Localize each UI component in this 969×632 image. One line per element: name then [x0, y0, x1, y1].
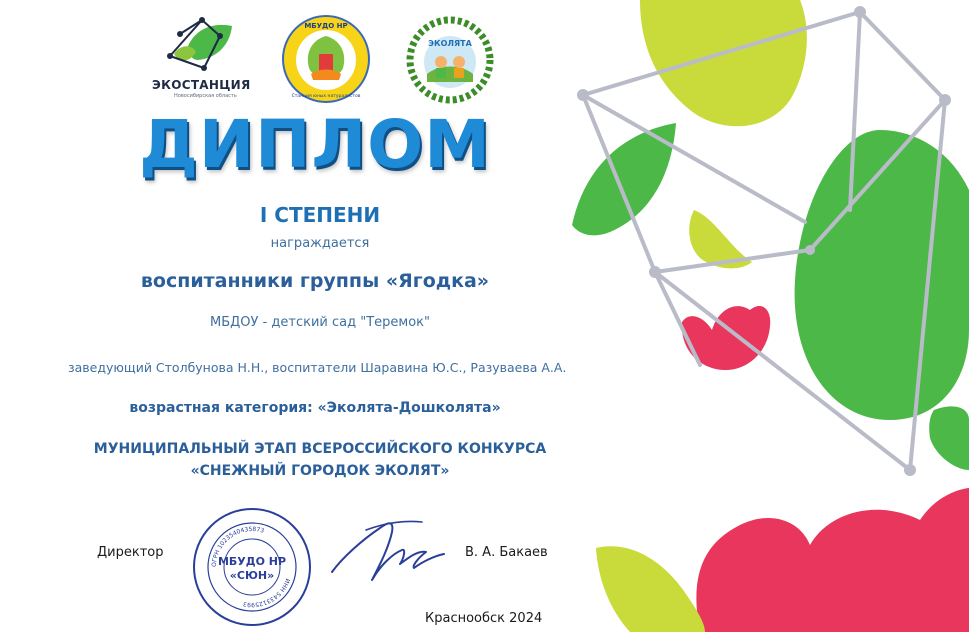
mbudo-top-text: МБУДО НР [304, 22, 348, 30]
director-signature [322, 510, 452, 590]
contest-line-2: «СНЕЖНЫЙ ГОРОДОК ЭКОЛЯТ» [190, 463, 450, 479]
green-leaf-right [795, 130, 969, 420]
diploma-degree: I СТЕПЕНИ [259, 203, 381, 227]
ekolyata-wreath-icon [405, 16, 495, 104]
stamp-ogrn: ОГРН 1023540435873 [210, 525, 265, 568]
place-year: Краснообск 2024 [425, 611, 543, 626]
contest-name [0, 438, 640, 482]
svg-text:ИНН 5433125993 [242, 577, 291, 608]
director-role: Директор [97, 545, 164, 560]
staff-line: заведующий Столбунова Н.Н., воспитатели Шаравина Ю.С., Разуваева А.А. [68, 360, 567, 375]
diploma-title: ДИПЛОМ [139, 106, 491, 183]
ekolyata-wordmark: ЭКОЛЯТА [428, 39, 472, 48]
awarded-label: награждается [270, 236, 370, 251]
age-category: возрастная категория: «Эколята-Дошколята» [129, 400, 501, 416]
pink-tulip-small [682, 306, 770, 370]
stamp-inn: ИНН 5433125993 [242, 577, 291, 609]
organization-name: МБДОУ - детский сад "Теремок" [210, 315, 430, 330]
ekostanciya-region: Новосибирская область [174, 93, 237, 99]
mbudo-nr-logo [281, 14, 371, 104]
lime-leaf-top [640, 0, 807, 126]
recipient-name: воспитанники группы «Ягодка» [140, 270, 490, 292]
stamp-center-line-2: «СЮН» [229, 569, 275, 582]
mbudo-bottom-text: Станция юных натуралистов [291, 94, 361, 99]
official-stamp [188, 505, 316, 629]
leaf-network-icon [140, 14, 250, 76]
contest-line-1: МУНИЦИПАЛЬНЫЙ ЭТАП ВСЕРОССИЙСКОГО КОНКУРСА [93, 441, 547, 457]
lime-leaf-bottom [596, 546, 705, 632]
stamp-center-line-1: МБУДО НР [217, 555, 287, 568]
pink-tulip-large [696, 488, 969, 632]
director-name: В. А. Бакаев [465, 545, 548, 560]
ekostanciya-logo [140, 14, 260, 100]
green-leaf-bottom-right [929, 406, 969, 470]
ekostanciya-wordmark: ЭКОСТАНЦИЯ [152, 78, 251, 92]
mbudo-emblem-icon [281, 14, 371, 104]
ekolyata-logo [405, 16, 495, 104]
